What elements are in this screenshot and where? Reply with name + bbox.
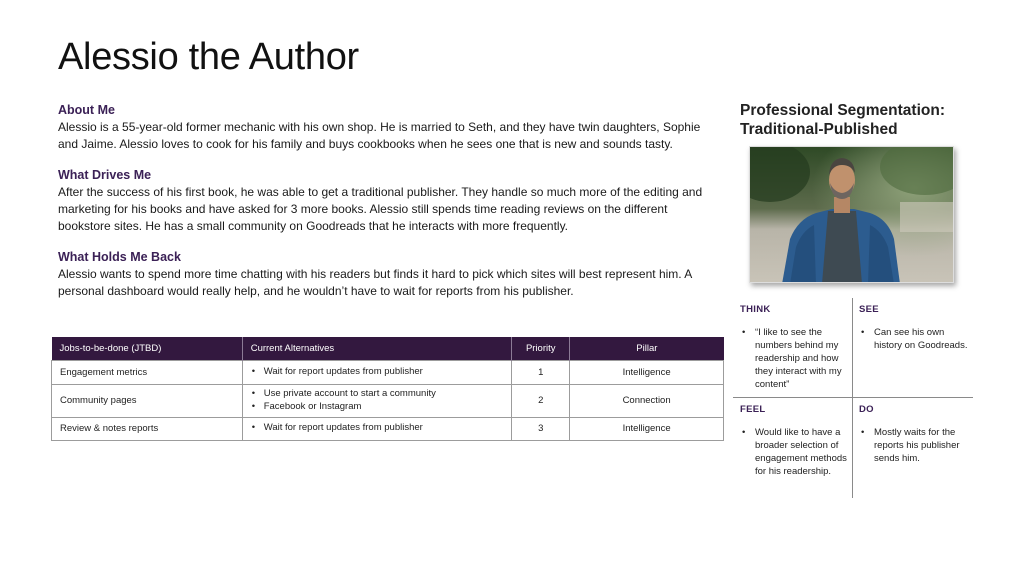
see-item: • Can see his own history on Goodreads.	[859, 326, 974, 352]
feel-item: • Would like to have a broader selection of engagement methods for his readership.	[740, 426, 855, 478]
think-quadrant	[740, 304, 855, 391]
pillar-cell: Connection	[570, 384, 724, 417]
do-heading: DO	[859, 404, 874, 415]
alternatives-cell	[242, 417, 512, 440]
feel-heading: FEEL	[740, 404, 766, 415]
do-item: • Mostly waits for the reports his publisher sends him.	[859, 426, 974, 465]
persona-photo	[749, 146, 954, 283]
column-header-alternatives: Current Alternatives	[242, 337, 512, 360]
about-section	[58, 102, 723, 153]
about-text: Alessio is a 55-year-old former mechanic with his own shop. He is married to Seth, and they have twin daughters, Sophie and Jaime. Alessio loves to cook for his family and buys cookbooks when he sees one that is new and sounds tasty.	[58, 120, 701, 151]
drives-heading: What Drives Me	[58, 168, 152, 182]
table-row	[52, 360, 724, 384]
column-header-jtbd: Jobs-to-be-done (JTBD)	[52, 337, 243, 360]
drives-section	[58, 167, 723, 235]
table-row	[52, 384, 724, 417]
alternative-item: • Wait for report updates from publisher	[251, 366, 504, 379]
priority-cell: 1	[512, 360, 570, 384]
jtbd-table	[51, 337, 724, 441]
segmentation-title: Professional Segmentation: Traditional-Published	[740, 102, 945, 138]
think-heading: THINK	[740, 304, 771, 315]
pillar-cell: Intelligence	[570, 417, 724, 440]
about-heading: About Me	[58, 103, 115, 117]
alternative-item: • Wait for report updates from publisher	[251, 422, 504, 435]
see-quadrant	[859, 304, 974, 352]
see-heading: SEE	[859, 304, 879, 315]
priority-cell: 3	[512, 417, 570, 440]
priority-cell: 2	[512, 384, 570, 417]
alternatives-cell	[242, 384, 512, 417]
persona-portrait-illustration	[750, 147, 954, 283]
column-header-priority: Priority	[512, 337, 570, 360]
alternative-item: • Use private account to start a community	[251, 388, 504, 401]
column-header-pillar: Pillar	[570, 337, 724, 360]
holds-heading: What Holds Me Back	[58, 250, 181, 264]
holds-section	[58, 249, 723, 300]
job-cell: Review & notes reports	[52, 417, 243, 440]
alternative-item: • Facebook or Instagram	[251, 401, 504, 414]
persona-description	[58, 102, 723, 314]
empathy-divider-horizontal	[733, 397, 973, 398]
page-title: Alessio the Author	[58, 36, 359, 78]
do-quadrant	[859, 404, 974, 465]
job-cell: Engagement metrics	[52, 360, 243, 384]
table-row	[52, 417, 724, 440]
drives-text: After the success of his first book, he was able to get a traditional publisher. They handle so much more of the editing and marketing for his books and have asked for 3 more books. Alessio still spends time reading reviews on the different bookstore sites. He has a small community on Goodreads that he interacts with more frequently.	[58, 185, 703, 233]
holds-text: Alessio wants to spend more time chatting with his readers but finds it hard to pick which sites will best represent him. A personal dashboard would really help, and he wouldn’t have to wait for reports from his publisher.	[58, 267, 692, 298]
job-cell: Community pages	[52, 384, 243, 417]
pillar-cell: Intelligence	[570, 360, 724, 384]
empathy-map	[733, 298, 973, 498]
alternatives-cell	[242, 360, 512, 384]
think-item: • “I like to see the numbers behind my readership and how they interact with my content”	[740, 326, 855, 391]
table-header-row	[52, 337, 724, 360]
feel-quadrant	[740, 404, 855, 478]
